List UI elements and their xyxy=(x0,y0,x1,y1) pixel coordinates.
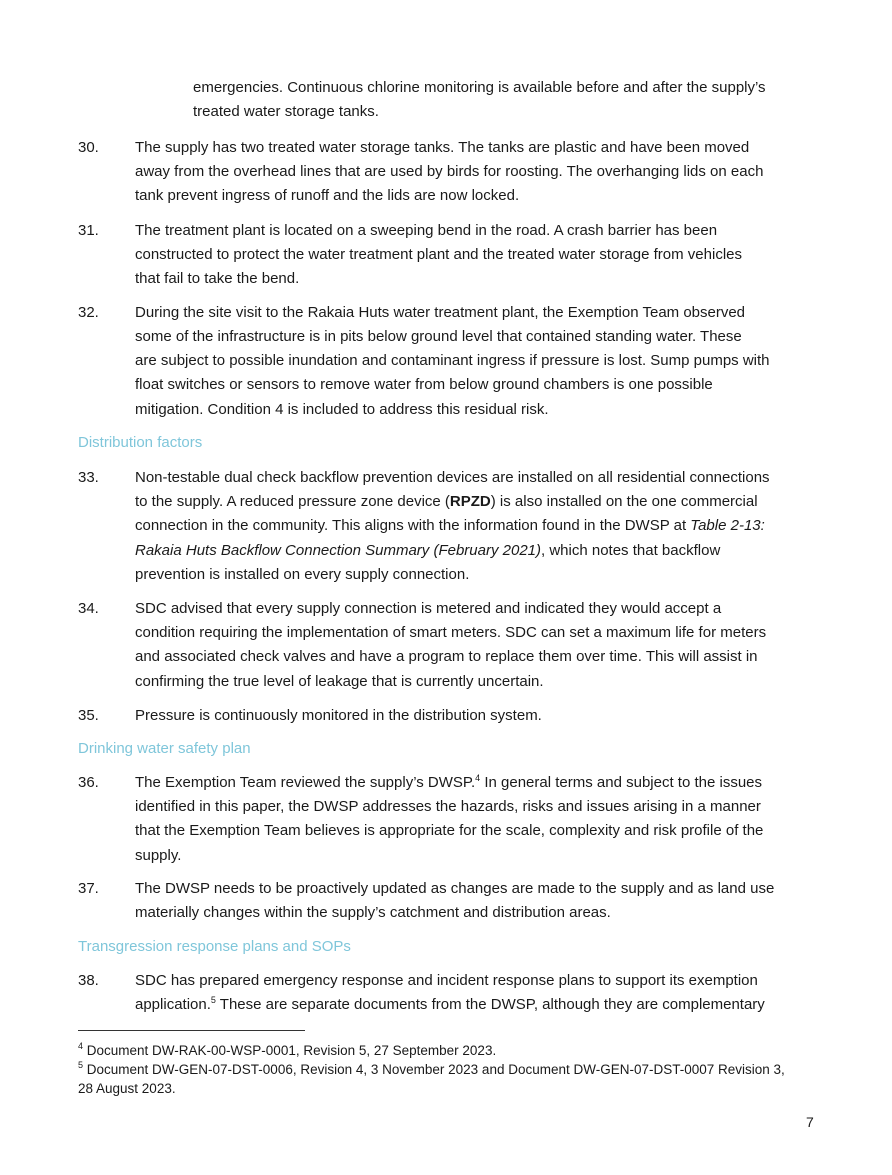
p33-bold-rpzd: RPZD xyxy=(449,493,491,510)
p36-text: The Exemption Team reviewed the supply’s DWSP. xyxy=(135,774,476,791)
footnote-mark: 4 xyxy=(78,1041,84,1051)
p32-line: During the site visit to the Rakaia Huts water treatment plant, the Exemption Team observed xyxy=(135,304,746,321)
p36-line: identified in this paper, the DWSP addresses the hazards, risks and issues arising in a manner xyxy=(135,798,761,815)
p32-line: float switches or sensors to remove water from below ground chambers is one possible xyxy=(135,376,713,393)
p34-line: confirming the true level of leakage that is currently uncertain. xyxy=(135,673,544,690)
p38-line: SDC has prepared emergency response and incident response plans to support its exemption xyxy=(135,972,758,989)
p34-line: and associated check valves and have a program to replace them over time. This will assist in xyxy=(135,648,758,665)
p36-line: supply. xyxy=(135,847,182,864)
p37-number: 37. xyxy=(78,880,99,897)
p36-text: In general terms and subject to the issues xyxy=(480,774,763,791)
p33-text: , which notes that backflow xyxy=(541,542,721,559)
p31-line: The treatment plant is located on a sweeping bend in the road. A crash barrier has been xyxy=(135,222,718,239)
footnote-4 xyxy=(78,1042,496,1060)
footnote-text: Document DW-GEN-07-DST-0006, Revision 4, 3 November 2023 and Document DW-GEN-07-DST-0007 Revision 3, xyxy=(83,1062,785,1077)
p37-line: The DWSP needs to be proactively updated as changes are made to the supply and as land use xyxy=(135,880,775,897)
page-number: 7 xyxy=(806,1114,814,1130)
p30-line: away from the overhead lines that are used by birds for roosting. The overhanging lids on each xyxy=(135,163,764,180)
p33-line xyxy=(135,492,758,512)
p33-text: to the supply. A reduced pressure zone device ( xyxy=(135,493,450,510)
p35-number: 35. xyxy=(78,707,99,724)
p32-number: 32. xyxy=(78,304,99,321)
p37-line: materially changes within the supply’s catchment and distribution areas. xyxy=(135,904,611,921)
footnote-text: Document DW-RAK-00-WSP-0001, Revision 5, 27 September 2023. xyxy=(83,1043,497,1058)
footnote-ref-5[interactable]: 5 xyxy=(210,995,216,1005)
section-heading-dwsp: Drinking water safety plan xyxy=(78,740,251,757)
p36-line: that the Exemption Team believes is appropriate for the scale, complexity and risk profile of the xyxy=(135,822,764,839)
p32-line: some of the infrastructure is in pits below ground level that contained standing water. These xyxy=(135,328,742,345)
footnote-5-cont: 28 August 2023. xyxy=(78,1081,176,1096)
p33-italic-ref: Rakaia Huts Backflow Connection Summary (February 2021) xyxy=(135,542,542,559)
p34-line: condition requiring the implementation of smart meters. SDC can set a maximum life for meters xyxy=(135,624,767,641)
p35-line: Pressure is continuously monitored in the distribution system. xyxy=(135,707,542,724)
p34-line: SDC advised that every supply connection is metered and indicated they would accept a xyxy=(135,600,722,617)
p30-number: 30. xyxy=(78,139,99,156)
p33-text: connection in the community. This aligns with the information found in the DWSP at xyxy=(135,517,691,534)
p31-number: 31. xyxy=(78,222,99,239)
p38-text: application. xyxy=(135,996,211,1013)
p31-line: constructed to protect the water treatment plant and the treated water storage from vehicles xyxy=(135,246,742,263)
p38-number: 38. xyxy=(78,972,99,989)
p33-line: prevention is installed on every supply connection. xyxy=(135,566,470,583)
p38-text: These are separate documents from the DWSP, although they are complementary xyxy=(215,996,765,1013)
p33-line xyxy=(135,516,765,536)
p31-line: that fail to take the bend. xyxy=(135,270,300,287)
p29-line: treated water storage tanks. xyxy=(193,103,379,120)
p33-line: Non-testable dual check backflow prevention devices are installed on all residential connections xyxy=(135,469,770,486)
p33-number: 33. xyxy=(78,469,99,486)
p33-italic-ref: Table 2-13: xyxy=(690,517,765,534)
p32-line: mitigation. Condition 4 is included to address this residual risk. xyxy=(135,401,549,418)
p32-line: are subject to possible inundation and contaminant ingress if pressure is lost. Sump pumps with xyxy=(135,352,770,369)
p36-line xyxy=(135,773,762,793)
section-heading-transgression: Transgression response plans and SOPs xyxy=(78,938,351,955)
p30-line: tank prevent ingress of runoff and the lids are now locked. xyxy=(135,187,520,204)
section-heading-distribution: Distribution factors xyxy=(78,434,203,451)
p30-line: The supply has two treated water storage tanks. The tanks are plastic and have been moved xyxy=(135,139,750,156)
footnote-mark: 5 xyxy=(78,1060,84,1070)
p33-text: ) is also installed on the one commercial xyxy=(490,493,758,510)
p29-line: emergencies. Continuous chlorine monitoring is available before and after the supply’s xyxy=(193,79,766,96)
p33-line xyxy=(135,541,720,561)
p36-number: 36. xyxy=(78,774,99,791)
footnote-ref-4[interactable]: 4 xyxy=(475,773,481,783)
p38-line xyxy=(135,995,765,1015)
footnote-5 xyxy=(78,1061,785,1079)
p34-number: 34. xyxy=(78,600,99,617)
footnote-divider xyxy=(78,1030,305,1031)
